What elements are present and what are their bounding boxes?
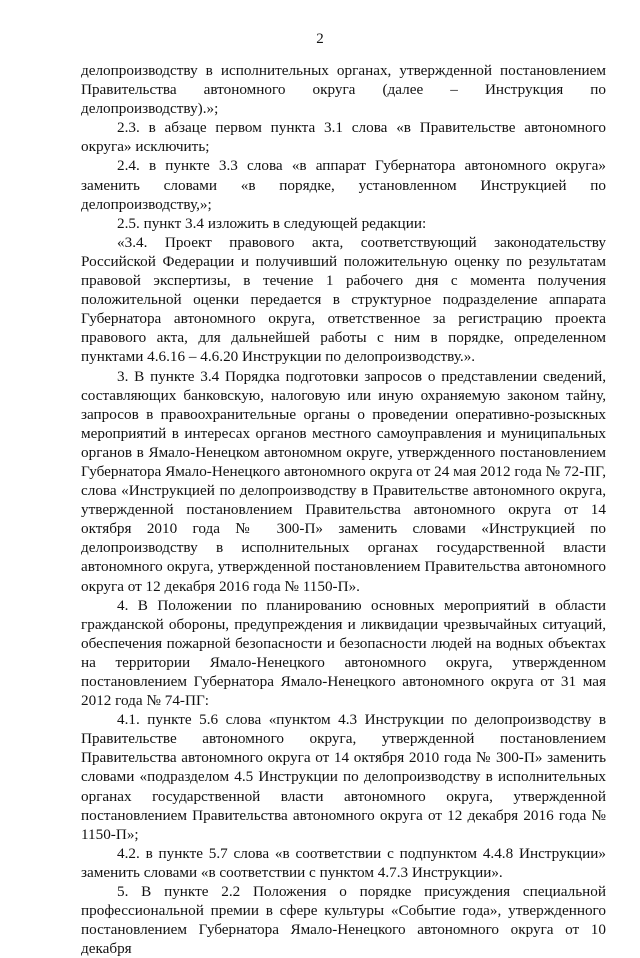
paragraph-2-4: 2.4. в пункте 3.3 слова «в аппарат Губернатора автономного округа» заменить словами «в порядке, установленном Инструкцией по делопроизводству,»; <box>81 157 606 213</box>
page-number: 2 <box>316 31 324 47</box>
paragraph-4: 4. В Положении по планированию основных мероприятий в области гражданской обороны, предупреждения и ликвидации чрезвычайных ситуаций, обеспечения пожарной безопасности и безопасности людей на водных объектах на территории Ямало-Ненецкого автономного округа, утвержденном постановлением Губернатора Ямало-Ненецкого автономного округа от 31 мая 2012 года № 74-ПГ: <box>81 596 606 710</box>
paragraph-2-5: 2.5. пункт 3.4 изложить в следующей редакции: <box>117 214 427 232</box>
paragraph-5: 5. В пункте 2.2 Положения о порядке присуждения специальной профессиональной премии в сфере культуры «Событие года», утвержденного постановлением Губернатора Ямало-Ненецкого автономного округа от 10 декабря <box>81 883 606 958</box>
paragraph-4-2: 4.2. в пункте 5.7 слова «в соответствии с подпунктом 4.4.8 Инструкции» заменить словами «в соответствии с пунктом 4.7.3 Инструкции». <box>81 844 606 881</box>
paragraph-3-4-quote: «3.4. Проект правового акта, соответствующий законодательству Российской Федерации и получивший положительную оценку по результатам правовой экспертизы, в течение 1 рабочего дня с момента получения положительной оценки передается в структурное подразделение аппарата Губернатора автономного округа, ответственное за регистрацию проекта правового акта, для дальнейшей работы с ним в порядке, определенном пунктами 4.6.16 – 4.6.20 Инструкции по делопроизводству.». <box>81 233 606 366</box>
paragraph-3: 3. В пункте 3.4 Порядка подготовки запросов о представлении сведений, составляющих банковскую, налоговую или иную охраняемую законом тайну, запросов в правоохранительные органы о проведении оперативно-розыскных мероприятий в интересах органов местного самоуправления и муниципальных органов в Ямало-Ненецком автономном округе, утвержденного постановлением Губернатора Ямало-Ненецкого автономного округа от 24 мая 2012 года № 72-ПГ, слова «Инструкцией по делопроизводству в Правительстве автономного округа, утвержденной постановлением Правительства автономного округа от 14 октября 2010 года № 300-П» заменить словами «Инструкцией по делопроизводству в исполнительных органах государственной власти автономного округа, утвержденной постановлением Правительства автономного округа от 12 декабря 2016 года № 1150-П». <box>81 367 606 595</box>
paragraph-4-1: 4.1. пункте 5.6 слова «пунктом 4.3 Инструкции по делопроизводству в Правительстве автономного округа, утвержденной постановлением Правительства автономного округа от 14 октября 2010 года № 300-П» заменить словами «подразделом 4.5 Инструкции по делопроизводству в исполнительных органах государственной власти автономного округа, утвержденной постановлением Правительства автономного округа от 12 декабря 2016 года № 1150-П»; <box>81 711 606 843</box>
document-body <box>81 61 606 958</box>
paragraph-2-3: 2.3. в абзаце первом пункта 3.1 слова «в Правительстве автономного округа» исключить; <box>81 119 606 156</box>
paragraph-continuation: делопроизводству в исполнительных органах, утвержденной постановлением Правительства автономного округа (далее – Инструкция по делопроизводству).»; <box>81 62 606 118</box>
